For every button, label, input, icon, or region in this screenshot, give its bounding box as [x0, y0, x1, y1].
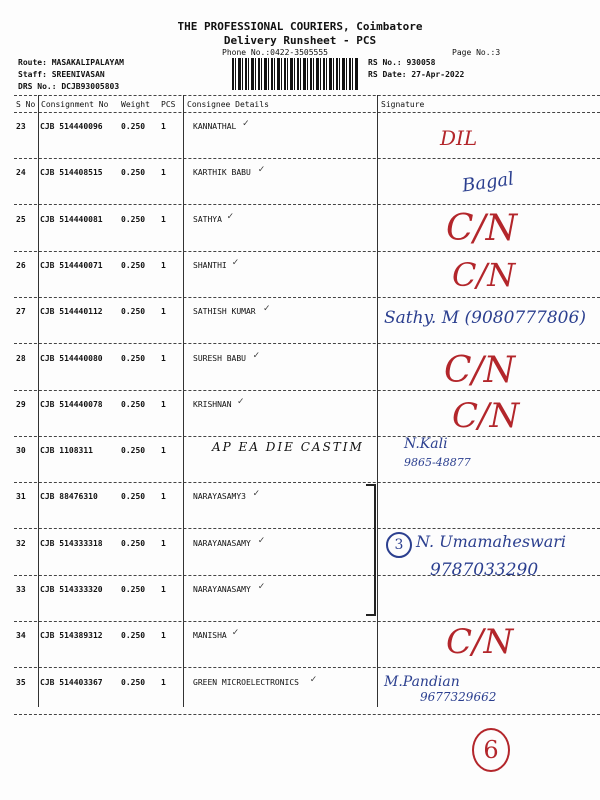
row-consignment: CJB 514333318: [40, 539, 103, 548]
signature-32-name: N. Umamaheswari: [416, 532, 567, 551]
row-sno: 23: [16, 122, 26, 131]
column-line: [377, 95, 378, 707]
row-consignee: SHANTHI: [193, 261, 227, 270]
page-number: Page No.:3: [452, 48, 501, 57]
row-consignment: CJB 514389312: [40, 631, 103, 640]
row-weight: 0.250: [121, 678, 146, 687]
column-line: [38, 95, 39, 707]
handwritten-consignee: AP EA DIE CASTIM: [212, 440, 364, 454]
row-consignee: NARAYANASAMY: [193, 585, 251, 594]
row-consignee: NARAYASAMY3: [193, 492, 246, 501]
row-divider: [14, 251, 600, 252]
check-icon: ✓: [258, 535, 265, 546]
row-sno: 26: [16, 261, 26, 270]
check-icon: ✓: [227, 211, 234, 222]
row-sno: 32: [16, 539, 26, 548]
row-consignee: SATHISH KUMAR: [193, 307, 256, 316]
signature-25: C/N: [446, 208, 518, 249]
signature-23: DIL: [440, 126, 478, 150]
check-icon: ✓: [258, 581, 265, 592]
rs-number: RS No.: 930058: [368, 58, 436, 67]
check-icon: ✓: [242, 118, 249, 129]
row-sno: 35: [16, 678, 26, 687]
row-weight: 0.250: [121, 585, 146, 594]
row-divider: [14, 482, 600, 483]
row-pcs: 1: [161, 215, 166, 224]
signature-32-phone: 9787033290: [430, 560, 539, 580]
row-consignee: KANNATHAL: [193, 122, 237, 131]
row-pcs: 1: [161, 307, 166, 316]
col-consignee: Consignee Details: [187, 100, 269, 109]
row-consignee: KRISHNAN: [193, 400, 232, 409]
row-weight: 0.250: [121, 539, 146, 548]
row-divider: [14, 436, 600, 437]
count-circle: 3: [386, 532, 412, 558]
signature-26: C/N: [452, 256, 516, 294]
row-weight: 0.250: [121, 446, 146, 455]
phone-number: Phone No.:0422-3505555: [222, 48, 328, 57]
row-sno: 24: [16, 168, 26, 177]
row-pcs: 1: [161, 122, 166, 131]
check-icon: ✓: [253, 488, 260, 499]
row-pcs: 1: [161, 261, 166, 270]
signature-28: C/N: [444, 350, 516, 391]
row-pcs: 1: [161, 539, 166, 548]
row-consignment: CJB 514440081: [40, 215, 103, 224]
check-icon: ✓: [253, 350, 260, 361]
row-sno: 27: [16, 307, 26, 316]
signature-35-phone: 9677329662: [420, 690, 497, 704]
row-pcs: 1: [161, 585, 166, 594]
row-weight: 0.250: [121, 400, 146, 409]
row-weight: 0.250: [121, 122, 146, 131]
row-pcs: 1: [161, 400, 166, 409]
row-consignment: CJB 514440080: [40, 354, 103, 363]
row-sno: 31: [16, 492, 26, 501]
route: Route: MASAKALIPALAYAM: [18, 58, 124, 67]
col-pcs: PCS: [161, 100, 176, 109]
row-sno: 25: [16, 215, 26, 224]
check-icon: ✓: [310, 674, 317, 685]
signature-27: Sathy. M (9080777806): [384, 308, 586, 328]
row-divider: [14, 667, 600, 668]
rs-date: RS Date: 27-Apr-2022: [368, 70, 465, 79]
divider: [14, 95, 600, 96]
row-pcs: 1: [161, 354, 166, 363]
row-consignee: GREEN MICROELECTRONICS: [193, 678, 299, 687]
row-consignment: CJB 88476310: [40, 492, 98, 501]
bracket: [366, 484, 376, 616]
row-weight: 0.250: [121, 261, 146, 270]
check-icon: ✓: [237, 396, 244, 407]
row-sno: 29: [16, 400, 26, 409]
signature-24: Bagal: [460, 168, 516, 197]
row-consignment: CJB 514408515: [40, 168, 103, 177]
row-divider: [14, 528, 600, 529]
staff: Staff: SREENIVASAN: [18, 70, 105, 79]
row-pcs: 1: [161, 168, 166, 177]
row-sno: 34: [16, 631, 26, 640]
signature-30-phone: 9865-48877: [404, 456, 471, 469]
divider: [14, 112, 600, 113]
row-consignment: CJB 1108311: [40, 446, 93, 455]
row-divider: [14, 158, 600, 159]
company-title: THE PROFESSIONAL COURIERS, Coimbatore: [177, 20, 423, 33]
check-icon: ✓: [263, 303, 270, 314]
signature-30-name: N.Kali: [404, 436, 448, 452]
row-consignment: CJB 514440071: [40, 261, 103, 270]
row-sno: 28: [16, 354, 26, 363]
row-weight: 0.250: [121, 215, 146, 224]
row-consignment: CJB 514440096: [40, 122, 103, 131]
drs-number: DRS No.: DCJB93005803: [18, 82, 120, 91]
row-weight: 0.250: [121, 631, 146, 640]
row-sno: 33: [16, 585, 26, 594]
row-weight: 0.250: [121, 492, 146, 501]
runsheet-title: Delivery Runsheet - PCS: [223, 34, 377, 47]
check-icon: ✓: [232, 257, 239, 268]
row-divider: [14, 204, 600, 205]
signature-34: C/N: [446, 622, 514, 662]
col-sno: S No: [16, 100, 36, 109]
check-icon: ✓: [232, 627, 239, 638]
row-consignee: NARAYANASAMY: [193, 539, 251, 548]
barcode: [232, 58, 358, 90]
row-weight: 0.250: [121, 168, 146, 177]
row-consignment: CJB 514333320: [40, 585, 103, 594]
row-consignment: CJB 514440112: [40, 307, 103, 316]
row-consignee: SATHYA: [193, 215, 222, 224]
row-pcs: 1: [161, 678, 166, 687]
row-divider: [14, 343, 600, 344]
col-signature: Signature: [381, 100, 425, 109]
row-consignment: CJB 514440078: [40, 400, 103, 409]
col-weight: Weight: [121, 100, 150, 109]
column-line: [183, 95, 184, 707]
row-pcs: 1: [161, 492, 166, 501]
signature-29: C/N: [452, 396, 520, 436]
row-consignee: SURESH BABU: [193, 354, 246, 363]
col-consignment: Consignment No: [41, 100, 109, 109]
row-pcs: 1: [161, 446, 166, 455]
row-divider: [14, 297, 600, 298]
total-circle: 6: [472, 728, 510, 772]
row-consignee: MANISHA: [193, 631, 227, 640]
row-consignment: CJB 514403367: [40, 678, 103, 687]
row-weight: 0.250: [121, 307, 146, 316]
row-pcs: 1: [161, 631, 166, 640]
row-sno: 30: [16, 446, 26, 455]
row-divider: [14, 714, 600, 715]
signature-35-name: M.Pandian: [384, 674, 460, 690]
row-weight: 0.250: [121, 354, 146, 363]
check-icon: ✓: [258, 164, 265, 175]
row-consignee: KARTHIK BABU: [193, 168, 251, 177]
